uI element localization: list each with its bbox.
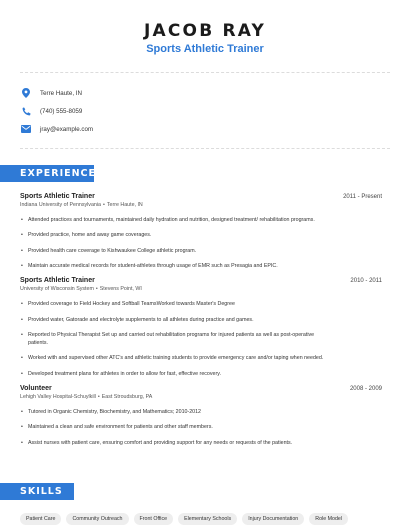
job-bullet: • Provided health care coverage to Kishwaukee College athletic program.: [20, 247, 382, 255]
job-org-location: Lehigh Valley Hospital-Schuylkill • East Stroudsburg, PA: [20, 394, 153, 400]
job-dates: 2011 - Present: [343, 194, 382, 200]
skills-list: [20, 513, 400, 525]
skill-chip: Patient Care: [20, 513, 61, 525]
experience-heading: EXPERIENCE: [0, 165, 94, 182]
job-bullet: • Provided coverage to Field Hockey and Softball TeamsWorked towards Master's Degree: [20, 300, 382, 308]
skill-chip: Injury Documentation: [242, 513, 304, 525]
job-dates: 2010 - 2011: [350, 278, 382, 284]
contact-phone: [20, 104, 390, 118]
phone-text: (740) 555-8059: [40, 107, 83, 115]
contact-divider: [20, 148, 390, 149]
location-pin-icon: [20, 87, 32, 99]
experience-entry: [20, 385, 382, 400]
job-location: East Stroudsburg, PA: [101, 394, 153, 400]
skill-chip: Community Outreach: [66, 513, 128, 525]
job-org-location: Indiana University of Pennsylvania • Terre Haute, IN: [20, 202, 143, 208]
job-bullet: • Tutored in Organic Chemistry, Biochemistry, and Mathematics; 2010-2012: [20, 408, 382, 416]
job-title: Volunteer: [20, 385, 52, 392]
job-org: Indiana University of Pennsylvania: [20, 202, 101, 208]
experience-entry: [20, 193, 382, 208]
job-bullet: • Worked with and supervised other ATC's and athletic training students to provide emergency care and/or taping when needed.: [20, 354, 382, 362]
job-title: Sports Athletic Trainer: [20, 193, 95, 200]
job-bullet: • Attended practices and tournaments, maintained daily hydration and nutrition, designed treatment/ rehabilitation programs.: [20, 216, 382, 224]
job-bullet: • Provided practice, home and away game coverages.: [20, 231, 382, 239]
skill-chip: Front Office: [134, 513, 174, 525]
skill-chip: Role Model: [309, 513, 348, 525]
job-org-location: University of Wisconsin System • Stevens Point, WI: [20, 286, 142, 292]
contact-location: [20, 86, 390, 100]
email-icon: [20, 123, 32, 135]
experience-entry: [20, 277, 382, 292]
skills-heading: SKILLS: [0, 483, 74, 500]
email-text[interactable]: jray@example.com: [40, 125, 94, 133]
job-title: Sports Athletic Trainer: [20, 277, 95, 284]
job-bullet: • Developed treatment plans for athletes in order to allow for fast, effective recovery.: [20, 370, 382, 378]
job-dates: 2008 - 2009: [349, 386, 382, 392]
contact-email[interactable]: [20, 122, 390, 136]
job-bullet: • Maintain accurate medical records for student-athletes through usage of EMR such as Presagia and EPIC.: [20, 262, 382, 270]
job-location: Stevens Point, WI: [99, 286, 142, 292]
job-org: Lehigh Valley Hospital-Schuylkill: [20, 394, 96, 400]
candidate-name: JACOB RAY: [143, 21, 267, 41]
job-bullet: • Assist nurses with patient care, ensuring comfort and providing support for any needs or requests of the patients.: [20, 439, 382, 447]
header-divider: [20, 72, 390, 73]
phone-icon: [20, 105, 32, 117]
job-headline: Sports Athletic Trainer: [146, 43, 264, 55]
job-bullet: • Provided water, Gatorade and electrolyte supplements to all athletes during practice and games.: [20, 316, 382, 324]
job-org: University of Wisconsin System: [20, 286, 94, 292]
skill-chip: Elementary Schools: [178, 513, 237, 525]
job-bullet-continuation: patients.: [28, 340, 49, 346]
job-bullet: • Maintained a clean and safe environment for patients and other staff members.: [20, 423, 382, 431]
job-location: Terre Haute, IN: [106, 202, 143, 208]
location-text: Terre Haute, IN: [40, 89, 82, 97]
job-bullet: • Reported to Physical Therapist Set up and carried out rehabilitation programs for injured patients as well as post-operative: [20, 331, 382, 339]
